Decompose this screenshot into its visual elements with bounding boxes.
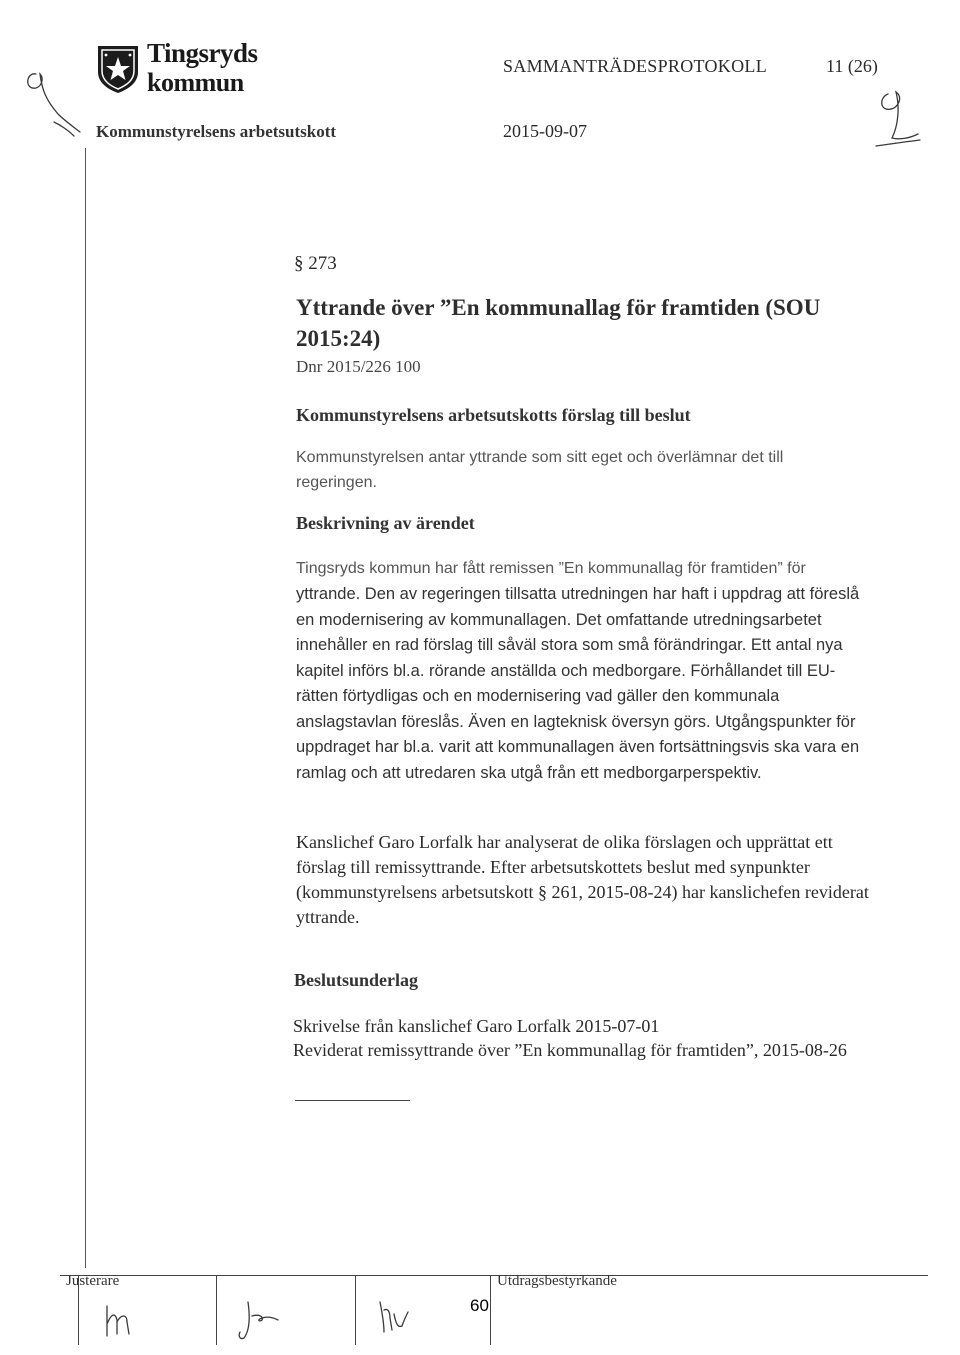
description-heading: Beskrivning av ärendet [296,513,475,533]
logo-name-line2: kommun [147,68,244,97]
document-type: SAMMANTRÄDESPROTOKOLL [503,56,767,76]
basis-heading: Beslutsunderlag [294,970,419,990]
section-number: § 273 [294,253,337,274]
footer-divider [216,1275,217,1345]
description-lead: Tingsryds kommun har fått remissen ”En kommunallag för framtiden” för [296,560,806,577]
page-number: 11 (26) [826,56,878,76]
handwritten-annotation-right [866,82,926,152]
basis-list [293,1014,853,1062]
description-body: yttrande. Den av regeringen tillsatta utredningen har haft i uppdrag att föreslå en modernisering av kommunallagen. Det omfattande utredningsarbetet innehåller en rad förslag till såväl stora som små förändringar. Ett antal nya kapitel införs bl.a. rörande anställda och medborgare. Förhållandet till EU-rätten förtydligas och en modernisering vad gäller den kommunala anslagstavlan föreslås. Även en lagteknisk översyn görs. Utgångspunkter för uppdraget har bl.a. varit att kommunallagen även fortsättningsvis ska vara en ramlag och att utredaren ska utgå från ett medborgarperspektiv. [296,585,860,782]
kanslichef-text: Kanslichef Garo Lorfalk har analyserat de olika förslagen och upprättat ett förslag till remissyttrande. Efter arbetsutskottets beslut med synpunkter (kommunstyrelsens arbetsutskott § 261, 2015-08-24) har kanslichefen reviderat yttrande. [296,832,869,927]
initials-signature [95,1300,155,1345]
logo-name-line1: Tingsryds [147,38,258,68]
proposal-text: Kommunstyrelsen antar yttrande som sitt eget och överlämnar det till regeringen. [296,449,784,491]
description-text [296,556,866,786]
document-date: 2015-09-07 [503,121,587,141]
basis-item: Reviderat remissyttrande över ”En kommunallag för framtiden”, 2015-08-26 [293,1040,847,1060]
basis-item: Skrivelse från kanslichef Garo Lorfalk 2015-07-01 [293,1016,660,1036]
proposal-heading: Kommunstyrelsens arbetsutskotts förslag till beslut [296,405,691,425]
margin-rule [85,148,86,1268]
footer-divider [355,1275,356,1345]
footer-rule [60,1275,928,1276]
case-diary-number: Dnr 2015/226 100 [296,357,421,376]
committee-name: Kommunstyrelsens arbetsutskott [96,122,337,141]
case-title: Yttrande över ”En kommunallag för framtiden (SOU 2015:24) [296,295,821,351]
justerare-label: Justerare [66,1273,120,1289]
municipality-shield-icon [96,44,140,94]
extract-certification-label: Utdragsbestyrkande [497,1273,617,1289]
handwritten-annotation-left [14,60,84,140]
page-stamp: 60 [470,1296,489,1315]
initials-signature [232,1296,292,1346]
basis-end-rule [295,1100,410,1101]
initials-signature [372,1296,432,1341]
footer-divider [490,1275,491,1345]
